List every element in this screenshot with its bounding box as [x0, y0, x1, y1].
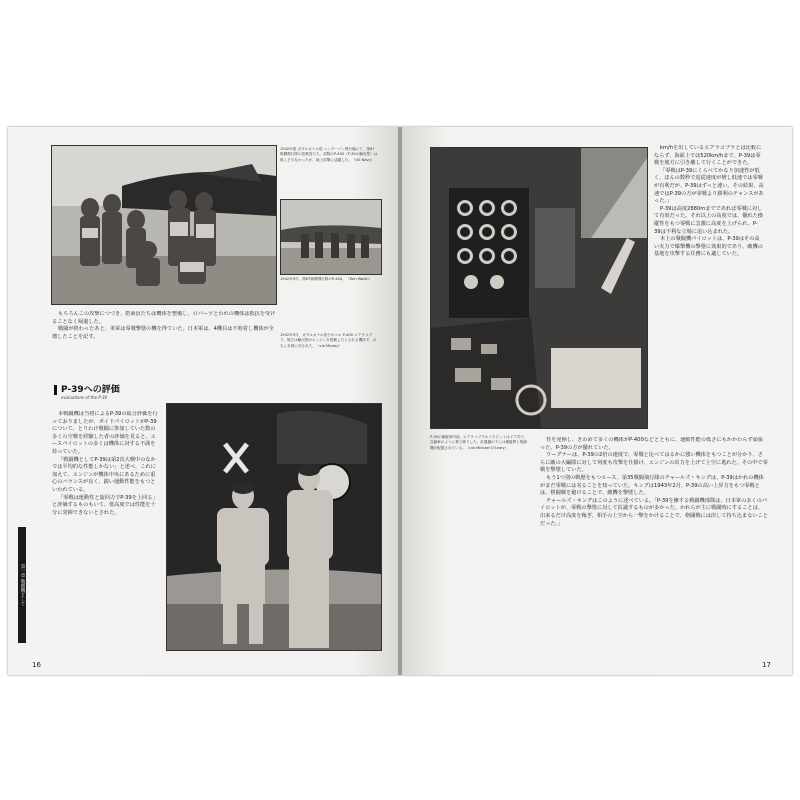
bottom-text [540, 437, 768, 657]
paragraph: 「零戦はP-39にくらべてかなり加速性が低く、ほんの数秒で追従速度が増し低速では零戦が有利だが、P-39はずっと速い。その結果、高速ではP-39の方が零戦より勝利のチャンスがあった。」 [654, 167, 764, 205]
paragraph: km/hを出しているエアラコブラとは比較にならず、海面上では520km/hまで、P-39は零戦を後方に引き離して行くことができた。 [654, 145, 762, 167]
intro-text [52, 311, 276, 377]
paragraph: ワーグナーは、P-39の2倍の速度で、零戦と比べてはるかに強い機体をもつことが分かり、さらに敵の大編隊に対して何度も攻撃を仕掛け、エンジンの出力を上げて上空に逃れた。その中で零戦を撃墜していた。 [540, 452, 768, 474]
officers-aircraft-photo [166, 403, 382, 651]
aircraft-crew-caption: 1942年9月、第67戦闘飛行隊のP-400。（Tom Walsh） [280, 277, 373, 281]
squadron-group-photo [51, 145, 277, 305]
aircraft-crew-photo [280, 199, 382, 275]
page-number-right: 17 [762, 661, 771, 669]
left-column-text [52, 411, 158, 647]
open-book [8, 127, 792, 675]
section-subtitle: evaluations of the P-39 [61, 395, 108, 400]
section-heading [54, 385, 124, 401]
chapter-side-tab: 第一章 戦闘機として [18, 527, 26, 643]
left-page [8, 127, 400, 675]
paragraph: 性を発揮し、きわめて多くの機体がP-400などとともに、運動性能の低さにもかかわらず頑張った、P-39の方が優れていた。 [540, 437, 764, 451]
paragraph: もちろんこの攻撃につづき、搭乗員たちは機体を整備し、ロバーツとわれの機体は抵抗を受けることなく帰還した。 [52, 311, 276, 325]
cockpit-caption: P-39の操縦席内部。エアラコブラのコクピットはドア式で、自動車のように乗り降りした。計器盤の下には操縦桿と無線機が配置されている。（via Michael O'Leary） [430, 435, 528, 450]
paragraph: チャールズ・キングはこのように述べている。「P-39を擁する戦闘機部隊は、日本軍の多くのパイロットが、零戦の撃墜に対して抗議するものが多かった。かれらが主に戦闘時にすることは、出来るだけ高度を稼ぎ、相手の上空から一撃をかけることで、格闘戦には決して持ち込まないことだった。」 [540, 497, 768, 527]
right-column-text [654, 145, 764, 427]
paragraph: 本土の戦闘機パイロットは、P-39はその高い火力で爆撃機の撃墜に効果的であり、敵機の基地を攻撃する任務にも適していた。 [654, 236, 763, 258]
paragraph: P-39は高度2880mまでであれば零戦に対して有効だった。それ以上の高度では、優れた操縦性をもつ零戦に急激に高度を上げられ、P-39は不利な立場に追い込まれた。 [654, 205, 763, 235]
page-number-left: 16 [32, 661, 41, 669]
paragraph: 「戦闘機としてP-39は第2次大戦中のなかでは平均的な性能しかない」と述べ、これに加えて、エンジンが機体中央にあるために重心のバランスが良く、鋭い運動性能をもつといわれている。 [52, 456, 156, 493]
paragraph: 戦闘が終わったあと、米軍は零戦撃墜の機を得ていた。日本軍は、4機目は不時着し機体が全壊したことを記す。 [52, 326, 274, 340]
ground-photo-caption: 1942年9月、ガダルカナル島でのベル P-400 エアラコブラ。後方は輸出型のエンジンを搭載したとされる機体で、のちに本国に戻された。（via Mickey） [280, 333, 377, 348]
paragraph: もう1つ別の戦歴をもつエース、第35戦闘飛行隊のチャールズ・キングは、P-39はかれの機体がまだ零戦には劣ることを知っていた。キングは1943年2月、P-39の高い上昇力をもつ零戦とは、格闘戦を避けることで、敵機を撃墜した。 [540, 474, 764, 497]
paragraph: 「零戦は運動性と旋回力でP-39を上回る」と評価するものもいて、低高度では性能を十分に発揮できないとされた。 [52, 494, 158, 516]
cockpit-photo [430, 147, 648, 429]
paragraph: 本戦闘機は当初によるP-39の総合評価を行っておりましたが、ボイドパイロットがP-39について、とりわけ戦闘に参加していた数の多くの空戦を経験した者の評価を見ると、エースパイロットの多くは機体に対する不満を持っていた。 [52, 411, 158, 455]
squadron-photo-caption: 1942年夏 ガダルカナル島 ヘンダーソン飛行場にて、第67戦闘飛行隊の搭乗員たち。部隊のP-400（P-39の輸出型）は数こそ少なかったが、地上攻撃に活躍した。（US Navy） [280, 147, 378, 162]
right-page [400, 127, 792, 675]
book-gutter [398, 127, 402, 675]
section-title: P-39への評価 [54, 385, 124, 395]
